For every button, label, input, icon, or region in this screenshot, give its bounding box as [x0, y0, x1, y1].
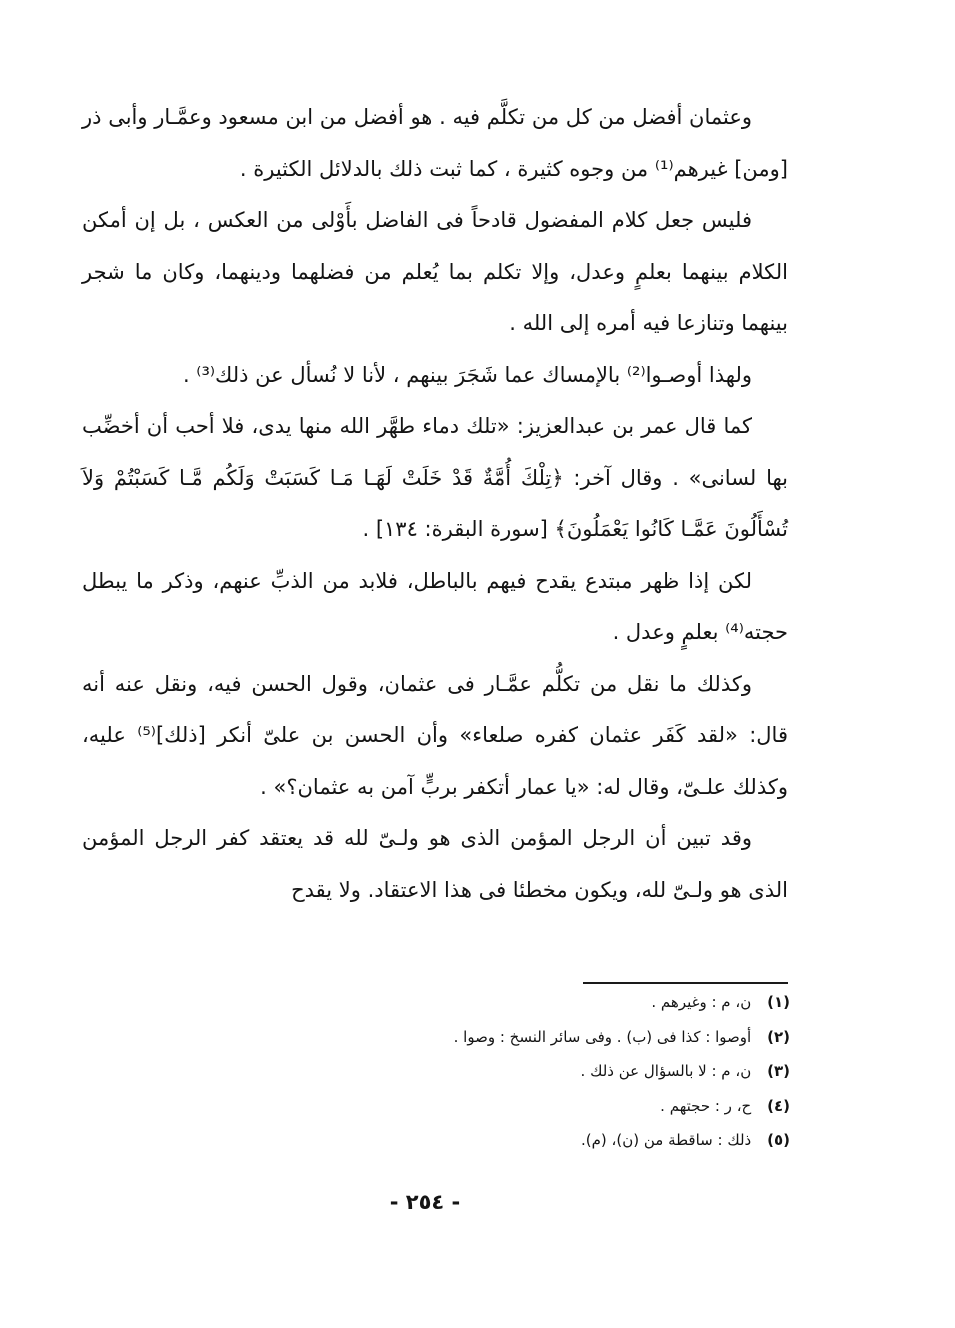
- footnote-divider: [583, 982, 788, 984]
- footnote-number: (٢): [767, 1027, 790, 1046]
- footnote-number: (١): [767, 993, 790, 1011]
- footnote-number: (٣): [767, 1062, 790, 1080]
- paragraph-5: لكن إذا ظهر مبتدع يقدح فيهم بالباطل، فلابد من الذبِّ عنهم، وذكر ما يبطل حجته⁽⁴⁾ بعلمٍ وعدل .: [82, 568, 788, 644]
- footnote-number: (٥): [767, 1131, 790, 1149]
- paragraph-4: كما قال عمر بن عبدالعزيز: «تلك دماء طهَّر الله منها يدى، فلا أحب أن أخضِّب بها لسانى» . وقال آخر: ﴿تِلْكَ أُمَّةٌ قَدْ خَلَتْ لَهَـا مَـا كَسَبَتْ وَلَكُم مَّـا كَسَبْتُمْ وَلاَ تُسْأَلُونَ عَمَّـا كَانُوا يَعْمَلُونَ﴾ [سورة البقرة: ١٣٤] .: [82, 414, 788, 541]
- footnote-item: [300, 1020, 790, 1055]
- paragraph-3: ولهذا أوصـوا⁽²⁾ بالإمساك عما شَجَرَ بينهم ، لأنا لا نُسأل عن ذلك⁽³⁾ .: [182, 362, 752, 387]
- paragraph-1: وعثمان أفضل من كل من تكلَّم فيه . هو أفضل من ابن مسعود وعمَّـار وأبى ذر [ومن] غيرهم⁽¹⁾ من وجوه كثيرة ، كما ثبت ذلك بالدلائل الكثيرة .: [82, 105, 788, 181]
- footnote-text: أوصوا : كذا فى (ب) . وفى سائر النسخ : وصوا .: [453, 1027, 752, 1046]
- paragraph-7: وقد تبين أن الرجل المؤمن الذى هو ولـىّ لله قد يعتقد كفر الرجل المؤمن الذى هو ولـىّ لله، ويكون مخطئا فى هذا الاعتقاد. ولا يقدح: [82, 826, 788, 902]
- main-text: [82, 92, 788, 916]
- footnote-item: [300, 1123, 790, 1158]
- footnote-item: [300, 1089, 790, 1124]
- footnote-text: ن، م : وغيرهم .: [651, 993, 752, 1011]
- paragraph-2: فليس جعل كلام المفضول قادحاً فى الفاضل بأَوْلى من العكس ، بل إن أمكن الكلام بينهما بعلمٍ وعدل، وإلا تكلم بما يُعلم من فضلهما ودينهما، وكان ما شجر بينهما وتنازعا فيه أمره إلى الله .: [82, 208, 788, 335]
- footnote-number: (٤): [767, 1096, 790, 1115]
- footnote-text: ح، ر : حجتهم .: [660, 1096, 752, 1115]
- footnote-item: [300, 1054, 790, 1089]
- footnote-text: ذلك : ساقطة من (ن)، (م).: [581, 1131, 752, 1149]
- paragraph-6: وكذلك ما نقل من تكلُّم عمَّـار فى عثمان، وقول الحسن فيه، ونقل عنه أنه قال: «لقد كَفَر عثمان كفره صلعاء» وأن الحسن بن علىّ أنكر [ذلك]⁽⁵⁾ عليه، وكذلك علـىّ، وقال له: «يا عمار أتكفر بربٍّ آمن به عثمان؟» .: [82, 671, 788, 799]
- footnote-item: [300, 985, 790, 1020]
- footnotes: [300, 985, 790, 1158]
- page-number: - ٢٥٤ -: [389, 1190, 461, 1214]
- footnote-text: ن، م : لا بالسؤال عن ذلك .: [580, 1062, 752, 1080]
